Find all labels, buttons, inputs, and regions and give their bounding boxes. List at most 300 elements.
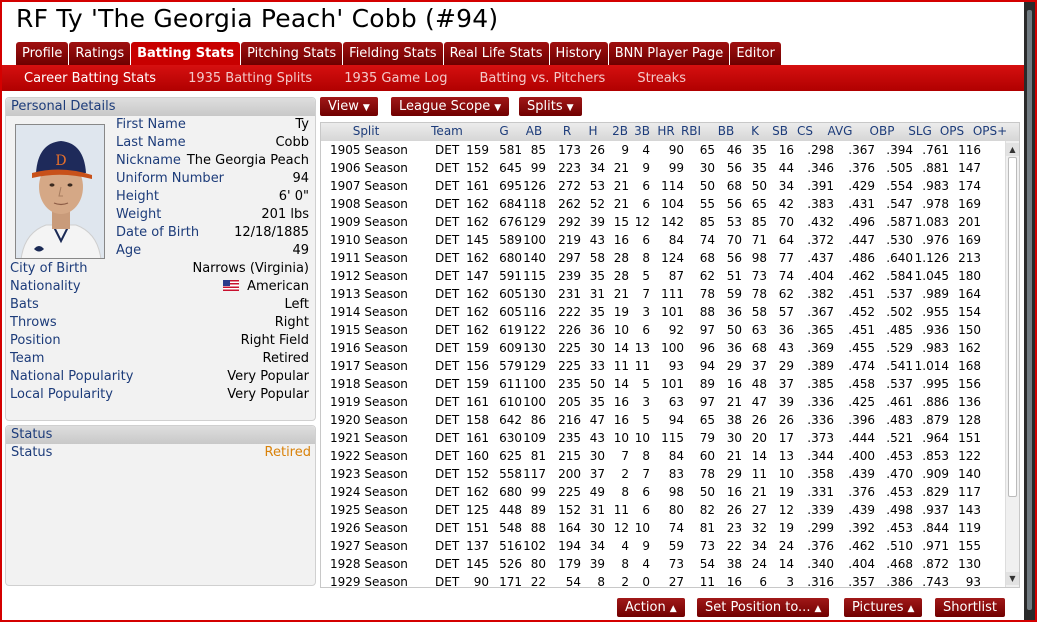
table-cell: .844 [922, 521, 949, 535]
table-cell: 680 [499, 251, 522, 265]
table-cell: 14 [613, 377, 629, 391]
table-cell: 3 [642, 395, 650, 409]
table-row[interactable] [321, 375, 1001, 393]
table-cell: .383 [807, 197, 834, 211]
table-row[interactable] [321, 195, 1001, 213]
table-cell: 30 [589, 341, 605, 355]
table-cell: 1.126 [914, 251, 949, 265]
table-cell: 225 [558, 359, 581, 373]
table-cell: DET [435, 341, 460, 355]
table-cell: 21 [726, 449, 742, 463]
table-cell: 2 [621, 467, 629, 481]
table-cell: 68 [726, 179, 742, 193]
caret-down-icon: ▼ [362, 103, 370, 113]
subtab-streaks[interactable]: Streaks [637, 70, 686, 86]
table-cell: 99 [668, 161, 684, 175]
table-cell: DET [435, 521, 460, 535]
table-cell: .404 [848, 557, 875, 571]
table-cell: .971 [922, 539, 949, 553]
column-header[interactable]: CS [797, 124, 813, 138]
table-cell: 115 [661, 431, 684, 445]
table-cell: 62 [699, 269, 715, 283]
column-header[interactable]: SB [772, 124, 788, 138]
tab-bnn-player-page[interactable]: BNN Player Page [609, 42, 730, 65]
view-dropdown-label: View [328, 99, 359, 114]
table-cell: 22 [726, 539, 742, 553]
table-cell: 37 [589, 467, 605, 481]
table-cell: 1925 Season [330, 503, 408, 517]
table-cell: 50 [699, 485, 715, 499]
table-cell: .955 [922, 305, 949, 319]
table-cell: 47 [589, 413, 605, 427]
table-cell: 14 [613, 341, 629, 355]
table-cell: 6 [642, 233, 650, 247]
table-cell: 4 [621, 539, 629, 553]
window-scrollbar-thumb[interactable] [1027, 10, 1032, 610]
shortlist-button[interactable] [935, 598, 1005, 617]
table-cell: 98 [668, 485, 684, 499]
table-cell: .529 [886, 341, 913, 355]
table-row[interactable] [321, 249, 1001, 267]
table-cell: 117 [958, 485, 981, 499]
column-header[interactable]: OBP [869, 124, 895, 138]
table-cell: 73 [699, 539, 715, 553]
table-cell: .458 [848, 377, 875, 391]
table-cell: 74 [699, 233, 715, 247]
table-cell: 53 [726, 215, 742, 229]
table-cell: 43 [589, 431, 605, 445]
table-cell: 14 [778, 557, 794, 571]
table-cell: 122 [958, 449, 981, 463]
caret-down-icon: ▼ [566, 103, 574, 113]
table-cell: 64 [778, 233, 794, 247]
status-header: Status [6, 426, 315, 444]
column-header[interactable]: AVG [827, 124, 853, 138]
table-row[interactable] [321, 303, 1001, 321]
table-cell: 101 [661, 305, 684, 319]
field-label: Team [10, 351, 45, 366]
table-cell: 137 [466, 539, 489, 553]
table-cell: .340 [807, 557, 834, 571]
table-row[interactable] [321, 285, 1001, 303]
table-cell: 147 [958, 161, 981, 175]
table-cell: 591 [499, 269, 522, 283]
set-position-label: Set Position to... [705, 600, 811, 615]
table-cell: 1.045 [914, 269, 949, 283]
column-header[interactable]: OPS+ [972, 124, 1008, 138]
table-cell: 215 [558, 449, 581, 463]
table-cell: 140 [958, 467, 981, 481]
column-header[interactable]: Team [431, 124, 463, 138]
table-cell: 119 [958, 521, 981, 535]
table-cell: 6 [642, 323, 650, 337]
table-cell: 9 [642, 161, 650, 175]
table-cell: 21 [751, 485, 767, 499]
table-cell: 194 [558, 539, 581, 553]
table-cell: .462 [848, 539, 875, 553]
table-cell: 11 [751, 467, 767, 481]
table-cell: 85 [530, 143, 546, 157]
column-header[interactable]: AB [525, 124, 543, 138]
table-cell: 73 [751, 269, 767, 283]
table-cell: 114 [661, 179, 684, 193]
column-header[interactable]: G [499, 124, 509, 138]
column-header[interactable]: Split [352, 124, 380, 138]
table-cell: 5 [642, 413, 650, 427]
table-cell: 13 [778, 449, 794, 463]
table-cell: 4 [642, 143, 650, 157]
table-cell: 8 [642, 449, 650, 463]
table-cell: 97 [699, 323, 715, 337]
table-cell: 125 [466, 503, 489, 517]
table-cell: 605 [499, 305, 522, 319]
table-cell: 55 [699, 197, 715, 211]
table-cell: 619 [499, 323, 522, 337]
table-cell: 150 [958, 323, 981, 337]
table-cell: 169 [958, 233, 981, 247]
table-cell: 272 [558, 179, 581, 193]
field-value: Narrows (Virginia) [192, 261, 309, 276]
subtab-1935-batting-splits[interactable]: 1935 Batting Splits [188, 70, 313, 86]
status-value: Retired [264, 445, 311, 460]
table-cell: 151 [958, 431, 981, 445]
table-cell: 62 [778, 287, 794, 301]
table-cell: 74 [778, 269, 794, 283]
table-cell: 68 [751, 341, 767, 355]
table-cell: 65 [699, 413, 715, 427]
table-cell: 152 [466, 161, 489, 175]
table-cell: 116 [958, 143, 981, 157]
column-header[interactable]: H [588, 124, 598, 138]
tab-ratings[interactable]: Ratings [69, 42, 130, 65]
table-cell: 37 [751, 359, 767, 373]
column-header[interactable]: 2B [612, 124, 628, 138]
table-row[interactable] [321, 339, 1001, 357]
column-header[interactable]: K [751, 124, 759, 138]
subtab-batting-vs-pitchers[interactable]: Batting vs. Pitchers [479, 70, 606, 86]
table-cell: .376 [848, 161, 875, 175]
table-cell: 9 [642, 539, 650, 553]
table-cell: 10 [613, 431, 629, 445]
table-cell: 162 [958, 341, 981, 355]
table-cell: 2 [621, 575, 629, 588]
svg-text:D: D [55, 153, 67, 169]
table-row[interactable] [321, 411, 1001, 429]
table-cell: 12 [613, 521, 629, 535]
table-cell: .453 [886, 521, 913, 535]
table-row[interactable] [321, 501, 1001, 519]
table-cell: .498 [886, 503, 913, 517]
table-row[interactable] [321, 393, 1001, 411]
table-cell: .976 [922, 233, 949, 247]
table-cell: 29 [778, 359, 794, 373]
set-position-button[interactable] [697, 598, 829, 617]
view-dropdown[interactable] [320, 97, 378, 116]
table-cell: 11 [613, 503, 629, 517]
table-cell: 35 [589, 305, 605, 319]
table-row[interactable] [321, 465, 1001, 483]
table-cell: 161 [466, 395, 489, 409]
table-cell: 77 [778, 251, 794, 265]
table-cell: 297 [558, 251, 581, 265]
table-cell: .437 [807, 251, 834, 265]
table-cell: 30 [726, 431, 742, 445]
table-cell: .429 [848, 179, 875, 193]
table-cell: 59 [726, 287, 742, 301]
table-cell: 115 [523, 269, 546, 283]
table-cell: 50 [589, 377, 605, 391]
subtab-career-batting-stats[interactable]: Career Batting Stats [24, 70, 157, 86]
table-cell: .964 [922, 431, 949, 445]
field-label: Throws [10, 315, 57, 330]
table-cell: 152 [558, 503, 581, 517]
table-cell: 28 [613, 251, 629, 265]
table-cell: 16 [726, 377, 742, 391]
table-cell: .444 [848, 431, 875, 445]
table-cell: 171 [499, 575, 522, 588]
table-cell: 49 [589, 485, 605, 499]
field-label: Uniform Number [116, 171, 225, 186]
table-cell: 1923 Season [330, 467, 408, 481]
table-cell: 145 [466, 233, 489, 247]
table-cell: 21 [613, 179, 629, 193]
table-cell: 81 [699, 521, 715, 535]
field-value: 6' 0" [278, 189, 309, 204]
tab-pitching-stats[interactable]: Pitching Stats [241, 42, 342, 65]
table-cell: 54 [699, 557, 715, 571]
table-cell: 156 [958, 377, 981, 391]
table-cell: .373 [807, 431, 834, 445]
tab-editor[interactable]: Editor [730, 42, 780, 65]
scroll-down-icon[interactable]: ▼ [1006, 572, 1019, 585]
column-header[interactable]: OPS [939, 124, 965, 138]
table-cell: 579 [499, 359, 522, 373]
table-cell: 1.083 [914, 215, 949, 229]
table-cell: DET [435, 251, 460, 265]
table-cell: 130 [523, 341, 546, 355]
table-cell: .425 [848, 395, 875, 409]
table-cell: 21 [613, 161, 629, 175]
table-cell: 36 [726, 305, 742, 319]
table-cell: .394 [886, 143, 913, 157]
field-label: Bats [10, 297, 39, 312]
tab-profile[interactable]: Profile [16, 42, 68, 65]
table-cell: 51 [726, 269, 742, 283]
table-row[interactable] [321, 213, 1001, 231]
column-header[interactable]: BB [717, 124, 735, 138]
table-cell: 57 [778, 305, 794, 319]
table-cell: 173 [558, 143, 581, 157]
table-row[interactable] [321, 357, 1001, 375]
table-cell: 34 [589, 161, 605, 175]
table-cell: 34 [751, 539, 767, 553]
field-label: National Popularity [10, 369, 134, 384]
table-cell: .584 [886, 269, 913, 283]
field-value: Retired [262, 351, 309, 366]
table-cell: 35 [589, 395, 605, 409]
table-cell: 156 [466, 359, 489, 373]
table-cell: 129 [523, 359, 546, 373]
table-cell: 548 [499, 521, 522, 535]
table-cell: 65 [751, 197, 767, 211]
table-row[interactable] [321, 231, 1001, 249]
table-cell: 152 [466, 467, 489, 481]
table-row[interactable] [321, 519, 1001, 537]
table-cell: 155 [958, 539, 981, 553]
table-row[interactable] [321, 483, 1001, 501]
table-cell: 1926 Season [330, 521, 408, 535]
table-cell: 74 [668, 521, 684, 535]
league-scope-dropdown[interactable] [391, 97, 509, 116]
tab-history[interactable]: History [550, 42, 608, 65]
action-button[interactable] [617, 598, 685, 617]
column-header[interactable]: R [562, 124, 572, 138]
field-label: Date of Birth [116, 225, 200, 240]
table-cell: DET [435, 305, 460, 319]
table-cell: 1914 Season [330, 305, 408, 319]
table-cell: 44 [778, 161, 794, 175]
table-cell: .298 [807, 143, 834, 157]
personal-details-header: Personal Details [6, 98, 315, 116]
table-cell: .936 [922, 323, 949, 337]
table-cell: 19 [613, 305, 629, 319]
table-cell: 12 [634, 215, 650, 229]
table-row[interactable] [321, 177, 1001, 195]
table-cell: 581 [499, 143, 522, 157]
table-cell: .521 [886, 431, 913, 445]
table-cell: .461 [886, 395, 913, 409]
table-cell: 31 [589, 287, 605, 301]
table-row[interactable] [321, 573, 1001, 588]
table-cell: 53 [589, 179, 605, 193]
tab-batting-stats[interactable]: Batting Stats [131, 42, 240, 65]
splits-dropdown[interactable] [519, 97, 582, 116]
subtab-1935-game-log[interactable]: 1935 Game Log [344, 70, 448, 86]
table-cell: .339 [807, 503, 834, 517]
table-cell: DET [435, 269, 460, 283]
table-cell: .365 [807, 323, 834, 337]
table-cell: 225 [558, 341, 581, 355]
table-cell: 47 [751, 395, 767, 409]
table-cell: .881 [922, 161, 949, 175]
column-header[interactable]: HR [657, 124, 675, 138]
table-cell: 96 [699, 341, 715, 355]
table-cell: 609 [499, 341, 522, 355]
table-cell: 235 [558, 377, 581, 391]
table-cell: 162 [466, 287, 489, 301]
table-cell: 159 [466, 143, 489, 157]
table-scrollbar-thumb[interactable] [1008, 157, 1017, 497]
table-cell: 642 [499, 413, 522, 427]
table-scrollbar[interactable] [1005, 141, 1019, 587]
table-row[interactable] [321, 159, 1001, 177]
table-cell: 102 [523, 539, 546, 553]
field-value: Cobb [275, 135, 309, 150]
table-cell: 231 [558, 287, 581, 301]
table-cell: 50 [726, 323, 742, 337]
table-cell: 56 [726, 251, 742, 265]
table-cell: 60 [699, 449, 715, 463]
table-cell: 31 [589, 503, 605, 517]
column-header[interactable]: 3B [634, 124, 650, 138]
table-cell: .468 [886, 557, 913, 571]
column-header[interactable]: RBI [680, 124, 702, 138]
table-cell: .431 [848, 197, 875, 211]
table-cell: 130 [523, 287, 546, 301]
table-cell: .537 [886, 287, 913, 301]
field-value: 94 [292, 171, 309, 186]
table-cell: .486 [848, 251, 875, 265]
table-cell: .879 [922, 413, 949, 427]
table-row[interactable] [321, 267, 1001, 285]
scroll-up-icon[interactable]: ▲ [1006, 143, 1019, 156]
table-cell: 93 [965, 575, 981, 588]
table-cell: 26 [751, 413, 767, 427]
table-cell: 1908 Season [330, 197, 408, 211]
table-row[interactable] [321, 447, 1001, 465]
table-row[interactable] [321, 429, 1001, 447]
table-cell: 78 [699, 287, 715, 301]
window-scrollbar[interactable] [1024, 2, 1035, 620]
table-cell: .452 [848, 305, 875, 319]
table-cell: 15 [613, 215, 629, 229]
page-title: RF Ty 'The Georgia Peach' Cobb (#94) [16, 4, 499, 33]
table-row[interactable] [321, 141, 1001, 159]
table-cell: 78 [751, 287, 767, 301]
table-cell: .396 [848, 413, 875, 427]
table-cell: 8 [621, 557, 629, 571]
table-cell: 516 [499, 539, 522, 553]
table-cell: .299 [807, 521, 834, 535]
table-cell: 50 [699, 179, 715, 193]
table-cell: 85 [751, 215, 767, 229]
table-cell: .451 [848, 287, 875, 301]
table-cell: 116 [523, 305, 546, 319]
table-cell: 1922 Season [330, 449, 408, 463]
column-header[interactable]: SLG [908, 124, 932, 138]
table-row[interactable] [321, 321, 1001, 339]
table-cell: .331 [807, 485, 834, 499]
table-cell: 6 [642, 503, 650, 517]
tab-fielding-stats[interactable]: Fielding Stats [343, 42, 442, 65]
table-row[interactable] [321, 555, 1001, 573]
table-cell: 162 [466, 215, 489, 229]
table-cell: 128 [958, 413, 981, 427]
tab-real-life-stats[interactable]: Real Life Stats [444, 42, 549, 65]
table-cell: DET [435, 161, 460, 175]
table-cell: 3 [642, 305, 650, 319]
table-cell: 83 [668, 467, 684, 481]
table-cell: 162 [466, 305, 489, 319]
field-value: Left [284, 297, 309, 312]
shortlist-label: Shortlist [943, 600, 997, 615]
pictures-button[interactable] [844, 598, 922, 617]
table-cell: 219 [558, 233, 581, 247]
table-cell: 58 [589, 251, 605, 265]
table-header [321, 123, 1020, 141]
table-cell: .505 [886, 161, 913, 175]
table-cell: 216 [558, 413, 581, 427]
table-cell: .983 [922, 341, 949, 355]
table-row[interactable] [321, 537, 1001, 555]
table-cell: .640 [886, 251, 913, 265]
table-cell: 87 [668, 269, 684, 283]
table-cell: 1910 Season [330, 233, 408, 247]
table-cell: 29 [726, 359, 742, 373]
table-cell: 36 [778, 323, 794, 337]
table-cell: DET [435, 359, 460, 373]
field-label: Local Popularity [10, 387, 113, 402]
